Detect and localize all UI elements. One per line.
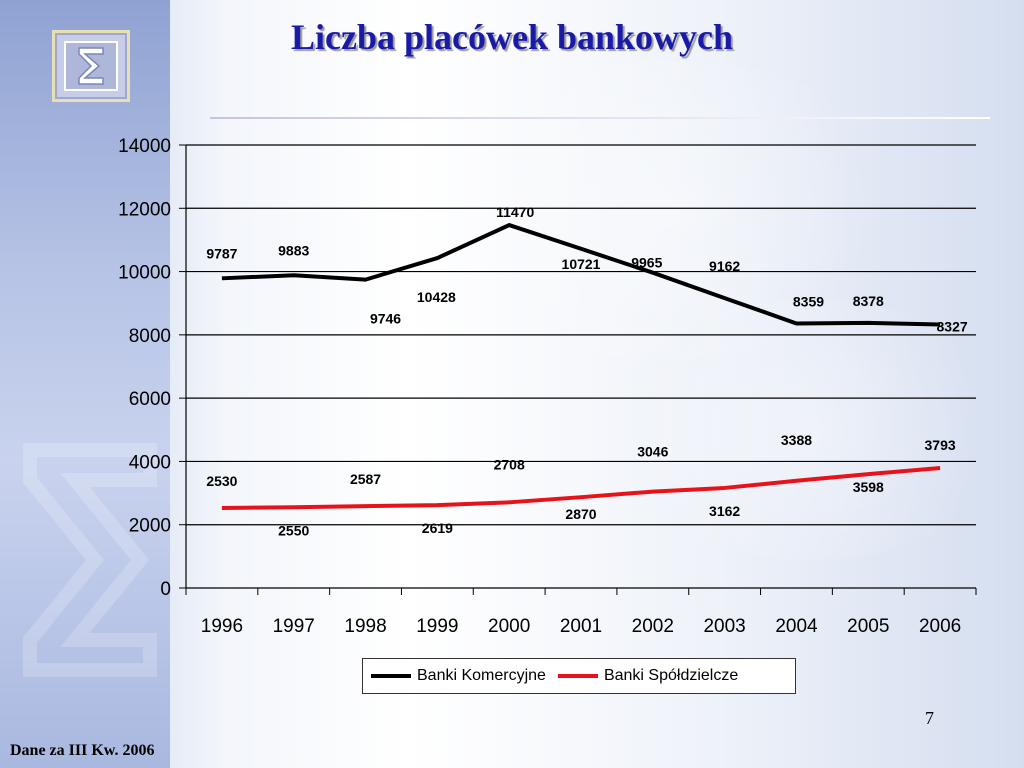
y-tick-label: 14000 <box>118 136 171 157</box>
y-tick-label: 2000 <box>128 515 171 537</box>
x-tick-label: 2004 <box>775 616 818 637</box>
data-label-commercial: 9787 <box>206 245 238 262</box>
x-tick-label: 2000 <box>488 616 531 637</box>
data-label-commercial: 8327 <box>936 318 968 335</box>
x-tick-label: 2006 <box>918 616 962 637</box>
y-tick-label: 8000 <box>128 325 171 347</box>
legend-swatch-cooperative <box>558 674 598 678</box>
legend-label-commercial: Banki Komercyjne <box>417 667 546 684</box>
data-label-cooperative: 2708 <box>493 456 525 473</box>
data-label-cooperative: 3793 <box>924 436 956 453</box>
data-label-commercial: 9746 <box>369 310 402 327</box>
data-label-cooperative: 3162 <box>709 502 741 519</box>
series-line-cooperative <box>222 468 940 508</box>
data-label-commercial: 8359 <box>792 293 825 310</box>
y-tick-label: 6000 <box>128 389 171 411</box>
page-number: 7 <box>925 708 934 728</box>
data-label-commercial: 8378 <box>852 292 884 309</box>
legend-label-cooperative: Banki Spółdzielcze <box>603 667 739 684</box>
legend-item-cooperative <box>558 667 738 685</box>
data-label-cooperative: 2870 <box>565 506 597 523</box>
data-label-cooperative: 3598 <box>852 479 884 496</box>
y-tick-label: 10000 <box>118 262 171 284</box>
x-tick-label: 1997 <box>272 616 315 637</box>
data-label-cooperative: 3388 <box>780 431 813 448</box>
data-label-cooperative: 2550 <box>278 522 310 539</box>
x-tick-label: 2005 <box>847 616 890 637</box>
footnote: Dane za III Kw. 2006 <box>10 742 155 759</box>
x-tick-label: 2002 <box>631 616 674 637</box>
x-tick-label: 1999 <box>416 616 459 637</box>
x-tick-label: 1998 <box>344 616 387 637</box>
x-tick-label: 1996 <box>200 616 244 637</box>
y-tick-label: 4000 <box>128 452 171 474</box>
x-tick-label: 2001 <box>559 616 603 637</box>
series-line-commercial <box>222 225 940 324</box>
data-label-cooperative: 3046 <box>637 443 669 460</box>
data-label-commercial: 10721 <box>561 255 601 272</box>
data-label-commercial: 9162 <box>709 258 741 275</box>
data-label-cooperative: 2530 <box>206 472 238 489</box>
data-label-commercial: 9965 <box>631 254 663 271</box>
y-tick-label: 12000 <box>118 199 171 221</box>
legend-swatch-commercial <box>371 674 411 678</box>
data-label-commercial: 10428 <box>416 289 456 306</box>
page-title: Liczba placówek bankowych <box>290 17 734 57</box>
y-tick-label: 0 <box>160 579 171 600</box>
x-tick-label: 2003 <box>703 616 746 637</box>
data-label-cooperative: 2619 <box>421 520 453 537</box>
data-label-cooperative: 2587 <box>349 471 382 488</box>
data-label-commercial: 9883 <box>278 242 310 259</box>
chart-legend <box>362 658 796 694</box>
legend-item-commercial <box>371 667 546 685</box>
data-label-commercial: 11470 <box>496 204 535 221</box>
